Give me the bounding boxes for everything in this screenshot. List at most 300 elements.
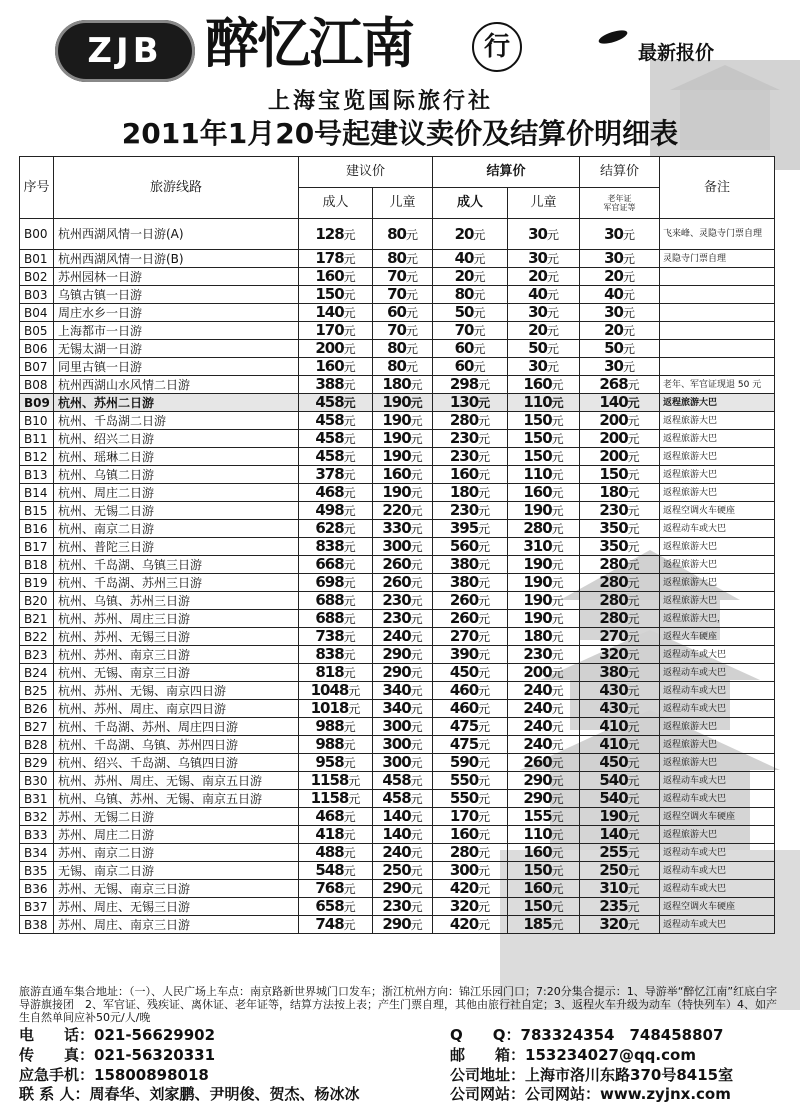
header — [0, 0, 800, 150]
row-price-pc: 240元 — [508, 736, 580, 754]
price-table — [19, 156, 775, 934]
row-price-sc: 290元 — [373, 916, 433, 934]
row-remark: 返程旅游大巴 — [660, 484, 775, 502]
row-price-pc: 200元 — [508, 664, 580, 682]
row-price-pc: 150元 — [508, 862, 580, 880]
row-price-pc: 30元 — [508, 219, 580, 250]
table-row — [20, 844, 775, 862]
row-price-po: 350元 — [580, 520, 660, 538]
header-child: 儿童 — [373, 188, 433, 219]
row-price-pa: 300元 — [433, 862, 508, 880]
row-route: 苏州、周庄、无锡三日游 — [54, 898, 299, 916]
row-price-pa: 550元 — [433, 772, 508, 790]
row-price-sa: 418元 — [299, 826, 373, 844]
row-price-pa: 475元 — [433, 718, 508, 736]
row-price-sa: 838元 — [299, 538, 373, 556]
row-price-pa: 380元 — [433, 574, 508, 592]
row-price-po: 20元 — [580, 322, 660, 340]
row-code: B21 — [20, 610, 54, 628]
row-route: 杭州西湖风情一日游(B) — [54, 250, 299, 268]
row-price-pa: 170元 — [433, 808, 508, 826]
row-price-sa: 468元 — [299, 808, 373, 826]
logo: ZJB — [55, 20, 195, 82]
row-price-pa: 298元 — [433, 376, 508, 394]
row-code: B07 — [20, 358, 54, 376]
row-remark: 返程旅游大巴， — [660, 610, 775, 628]
contact-qq: Q Q：783324354 748458807 — [450, 1026, 724, 1044]
table-row — [20, 916, 775, 934]
row-remark: 飞来峰、灵隐寺门票自理 — [660, 219, 775, 250]
row-price-sa: 388元 — [299, 376, 373, 394]
row-code: B19 — [20, 574, 54, 592]
row-price-sc: 340元 — [373, 682, 433, 700]
contact-people: 联 系 人：周春华、刘家鹏、尹明俊、贺杰、杨冰冰 — [19, 1085, 360, 1103]
header-settlement-price-2: 结算价 — [580, 157, 660, 188]
page-title: 2011年1月20号起建议卖价及结算价明细表 — [121, 117, 679, 150]
row-price-pa: 60元 — [433, 340, 508, 358]
table-row — [20, 718, 775, 736]
row-price-sa: 498元 — [299, 502, 373, 520]
row-price-sc: 220元 — [373, 502, 433, 520]
row-code: B17 — [20, 538, 54, 556]
row-price-pc: 290元 — [508, 790, 580, 808]
table-row — [20, 322, 775, 340]
row-route: 杭州、乌镇二日游 — [54, 466, 299, 484]
row-price-sc: 458元 — [373, 790, 433, 808]
row-price-sa: 170元 — [299, 322, 373, 340]
row-price-po: 280元 — [580, 574, 660, 592]
row-code: B09 — [20, 394, 54, 412]
row-price-po: 30元 — [580, 219, 660, 250]
row-code: B25 — [20, 682, 54, 700]
row-price-po: 450元 — [580, 754, 660, 772]
row-price-po: 270元 — [580, 628, 660, 646]
row-price-sc: 290元 — [373, 664, 433, 682]
row-code: B16 — [20, 520, 54, 538]
header-child-settlement: 儿童 — [508, 188, 580, 219]
row-price-sa: 658元 — [299, 898, 373, 916]
row-price-sc: 160元 — [373, 466, 433, 484]
row-route: 乌镇古镇一日游 — [54, 286, 299, 304]
row-price-po: 40元 — [580, 286, 660, 304]
row-price-pc: 160元 — [508, 484, 580, 502]
row-code: B37 — [20, 898, 54, 916]
row-remark: 返程旅游大巴 — [660, 826, 775, 844]
row-remark: 返程旅游大巴 — [660, 412, 775, 430]
row-price-pc: 155元 — [508, 808, 580, 826]
row-price-pc: 20元 — [508, 268, 580, 286]
row-price-pa: 160元 — [433, 466, 508, 484]
table-row — [20, 286, 775, 304]
row-route: 苏州园林一日游 — [54, 268, 299, 286]
row-price-pa: 420元 — [433, 880, 508, 898]
row-route: 杭州、千岛湖、乌镇三日游 — [54, 556, 299, 574]
company-name: 上海宝览国际旅行社 — [268, 89, 494, 114]
row-remark: 返程动车或大巴 — [660, 844, 775, 862]
row-price-pc: 190元 — [508, 502, 580, 520]
row-price-sc: 80元 — [373, 219, 433, 250]
row-price-sc: 140元 — [373, 826, 433, 844]
row-price-pc: 40元 — [508, 286, 580, 304]
row-route: 周庄水乡一日游 — [54, 304, 299, 322]
row-price-pa: 280元 — [433, 844, 508, 862]
row-price-sa: 160元 — [299, 358, 373, 376]
table-row — [20, 700, 775, 718]
row-price-po: 180元 — [580, 484, 660, 502]
row-price-pc: 110元 — [508, 394, 580, 412]
row-price-po: 268元 — [580, 376, 660, 394]
row-price-sc: 190元 — [373, 412, 433, 430]
row-price-po: 255元 — [580, 844, 660, 862]
row-remark: 返程动车或大巴 — [660, 880, 775, 898]
table-row — [20, 826, 775, 844]
row-remark: 返程旅游大巴 — [660, 556, 775, 574]
row-price-sa: 1158元 — [299, 790, 373, 808]
row-price-pc: 150元 — [508, 448, 580, 466]
row-remark — [660, 304, 775, 322]
row-price-pa: 260元 — [433, 592, 508, 610]
row-price-sa: 200元 — [299, 340, 373, 358]
row-code: B33 — [20, 826, 54, 844]
row-price-pa: 550元 — [433, 790, 508, 808]
row-price-po: 310元 — [580, 880, 660, 898]
row-price-sa: 458元 — [299, 430, 373, 448]
row-price-pa: 560元 — [433, 538, 508, 556]
row-price-sc: 240元 — [373, 844, 433, 862]
row-remark: 返程旅游大巴 — [660, 538, 775, 556]
row-remark: 返程动车或大巴 — [660, 682, 775, 700]
row-code: B03 — [20, 286, 54, 304]
row-price-sa: 178元 — [299, 250, 373, 268]
table-row — [20, 790, 775, 808]
row-price-pc: 50元 — [508, 340, 580, 358]
row-price-pa: 230元 — [433, 502, 508, 520]
table-row — [20, 484, 775, 502]
row-remark: 返程动车或大巴 — [660, 664, 775, 682]
row-remark: 返程旅游大巴 — [660, 592, 775, 610]
row-price-sa: 688元 — [299, 592, 373, 610]
row-price-po: 320元 — [580, 646, 660, 664]
row-code: B30 — [20, 772, 54, 790]
row-price-sa: 768元 — [299, 880, 373, 898]
row-price-pa: 320元 — [433, 898, 508, 916]
table-row — [20, 448, 775, 466]
row-price-pa: 590元 — [433, 754, 508, 772]
row-price-pa: 70元 — [433, 322, 508, 340]
row-price-pc: 260元 — [508, 754, 580, 772]
row-price-po: 20元 — [580, 268, 660, 286]
table-row — [20, 268, 775, 286]
table-row — [20, 862, 775, 880]
row-price-po: 30元 — [580, 250, 660, 268]
table-row — [20, 340, 775, 358]
table-row — [20, 502, 775, 520]
row-price-pa: 280元 — [433, 412, 508, 430]
row-route: 杭州、苏州、南京三日游 — [54, 646, 299, 664]
row-remark: 老年、军官证现退 50 元 — [660, 376, 775, 394]
row-price-pc: 230元 — [508, 646, 580, 664]
row-price-pa: 460元 — [433, 700, 508, 718]
row-code: B36 — [20, 880, 54, 898]
row-remark: 返程空调火车硬座 — [660, 808, 775, 826]
row-price-pa: 420元 — [433, 916, 508, 934]
table-row — [20, 664, 775, 682]
row-price-po: 430元 — [580, 700, 660, 718]
row-remark — [660, 340, 775, 358]
brand-name: 醉忆江南 — [205, 11, 413, 75]
row-code: B35 — [20, 862, 54, 880]
brand-seal: 行 — [472, 22, 522, 72]
row-remark: 返程动车或大巴 — [660, 700, 775, 718]
table-row — [20, 556, 775, 574]
table-row — [20, 394, 775, 412]
row-price-pa: 160元 — [433, 826, 508, 844]
row-code: B38 — [20, 916, 54, 934]
row-price-po: 540元 — [580, 790, 660, 808]
row-price-pa: 180元 — [433, 484, 508, 502]
row-remark: 返程动车或大巴 — [660, 520, 775, 538]
row-code: B02 — [20, 268, 54, 286]
row-price-sc: 250元 — [373, 862, 433, 880]
row-price-sc: 80元 — [373, 358, 433, 376]
row-price-po: 410元 — [580, 736, 660, 754]
row-code: B14 — [20, 484, 54, 502]
row-price-po: 320元 — [580, 916, 660, 934]
table-row — [20, 304, 775, 322]
row-route: 杭州、苏州、周庄、无锡、南京五日游 — [54, 772, 299, 790]
row-code: B15 — [20, 502, 54, 520]
row-price-po: 280元 — [580, 592, 660, 610]
row-price-po: 280元 — [580, 610, 660, 628]
row-remark: 返程空调火车硬座 — [660, 502, 775, 520]
row-price-sc: 300元 — [373, 718, 433, 736]
row-price-sc: 300元 — [373, 736, 433, 754]
row-price-pc: 190元 — [508, 574, 580, 592]
row-route: 杭州西湖山水风情二日游 — [54, 376, 299, 394]
header-adult-settlement: 成人 — [433, 188, 508, 219]
row-price-sa: 668元 — [299, 556, 373, 574]
row-price-sc: 290元 — [373, 646, 433, 664]
row-code: B13 — [20, 466, 54, 484]
row-route: 杭州、周庄二日游 — [54, 484, 299, 502]
row-price-sc: 80元 — [373, 340, 433, 358]
row-price-pa: 260元 — [433, 610, 508, 628]
row-price-sc: 300元 — [373, 754, 433, 772]
row-route: 杭州、苏州、无锡三日游 — [54, 628, 299, 646]
row-code: B24 — [20, 664, 54, 682]
row-price-pa: 20元 — [433, 219, 508, 250]
row-price-sa: 458元 — [299, 448, 373, 466]
row-route: 杭州、苏州、无锡、南京四日游 — [54, 682, 299, 700]
row-route: 杭州、绍兴二日游 — [54, 430, 299, 448]
row-price-sa: 988元 — [299, 718, 373, 736]
row-remark: 返程动车或大巴 — [660, 790, 775, 808]
row-route: 无锡、南京二日游 — [54, 862, 299, 880]
row-remark: 返程旅游大巴 — [660, 466, 775, 484]
table-row — [20, 736, 775, 754]
table-row — [20, 592, 775, 610]
row-price-sc: 80元 — [373, 250, 433, 268]
row-route: 杭州、无锡二日游 — [54, 502, 299, 520]
row-route: 苏州、周庄二日游 — [54, 826, 299, 844]
row-code: B20 — [20, 592, 54, 610]
row-code: B22 — [20, 628, 54, 646]
row-price-sa: 818元 — [299, 664, 373, 682]
row-price-po: 190元 — [580, 808, 660, 826]
row-price-sc: 230元 — [373, 898, 433, 916]
row-price-sc: 340元 — [373, 700, 433, 718]
row-price-pc: 160元 — [508, 844, 580, 862]
row-price-sa: 548元 — [299, 862, 373, 880]
header-settlement-price: 结算价 — [433, 157, 580, 188]
row-price-sc: 190元 — [373, 448, 433, 466]
row-route: 杭州、千岛湖二日游 — [54, 412, 299, 430]
contact-fax: 传 真：021-56320331 — [19, 1046, 216, 1064]
row-remark: 返程旅游大巴 — [660, 754, 775, 772]
row-price-pc: 30元 — [508, 358, 580, 376]
row-price-sc: 180元 — [373, 376, 433, 394]
row-code: B31 — [20, 790, 54, 808]
row-route: 杭州、无锡、南京三日游 — [54, 664, 299, 682]
row-price-pa: 270元 — [433, 628, 508, 646]
table-row — [20, 808, 775, 826]
table-row — [20, 574, 775, 592]
row-price-sa: 1048元 — [299, 682, 373, 700]
row-price-pc: 185元 — [508, 916, 580, 934]
row-remark: 返程动车或大巴 — [660, 772, 775, 790]
row-price-sc: 60元 — [373, 304, 433, 322]
row-code: B29 — [20, 754, 54, 772]
row-price-sc: 190元 — [373, 394, 433, 412]
table-row — [20, 880, 775, 898]
row-price-sa: 988元 — [299, 736, 373, 754]
row-code: B11 — [20, 430, 54, 448]
row-price-pa: 230元 — [433, 448, 508, 466]
row-route: 无锡太湖一日游 — [54, 340, 299, 358]
row-price-pa: 395元 — [433, 520, 508, 538]
table-row — [20, 466, 775, 484]
row-remark — [660, 358, 775, 376]
row-price-pa: 475元 — [433, 736, 508, 754]
row-route: 杭州、千岛湖、苏州三日游 — [54, 574, 299, 592]
row-price-sc: 300元 — [373, 538, 433, 556]
row-route: 杭州、乌镇、苏州三日游 — [54, 592, 299, 610]
row-price-pa: 130元 — [433, 394, 508, 412]
row-price-sc: 240元 — [373, 628, 433, 646]
row-price-pc: 280元 — [508, 520, 580, 538]
row-price-sa: 160元 — [299, 268, 373, 286]
row-price-sa: 150元 — [299, 286, 373, 304]
row-price-sc: 70元 — [373, 322, 433, 340]
row-code: B26 — [20, 700, 54, 718]
row-price-sa: 378元 — [299, 466, 373, 484]
row-price-sa: 628元 — [299, 520, 373, 538]
row-route: 上海都市一日游 — [54, 322, 299, 340]
row-route: 苏州、无锡二日游 — [54, 808, 299, 826]
contact-phone: 电 话：021-56629902 — [19, 1026, 216, 1044]
row-price-po: 30元 — [580, 304, 660, 322]
row-price-sc: 140元 — [373, 808, 433, 826]
row-remark: 返程火车硬座 — [660, 628, 775, 646]
header-remark: 备注 — [660, 157, 775, 219]
row-code: B06 — [20, 340, 54, 358]
row-price-po: 200元 — [580, 430, 660, 448]
row-price-pa: 450元 — [433, 664, 508, 682]
row-price-pc: 30元 — [508, 250, 580, 268]
row-price-pc: 150元 — [508, 412, 580, 430]
contact-mobile: 应急手机：15800898018 — [19, 1066, 209, 1084]
row-price-pc: 150元 — [508, 898, 580, 916]
row-price-pa: 50元 — [433, 304, 508, 322]
row-code: B27 — [20, 718, 54, 736]
row-price-sc: 190元 — [373, 430, 433, 448]
row-price-sa: 1158元 — [299, 772, 373, 790]
row-code: B34 — [20, 844, 54, 862]
row-route: 杭州、苏州、周庄三日游 — [54, 610, 299, 628]
row-price-po: 430元 — [580, 682, 660, 700]
row-price-sa: 748元 — [299, 916, 373, 934]
table-row — [20, 754, 775, 772]
row-route: 同里古镇一日游 — [54, 358, 299, 376]
row-price-pc: 240元 — [508, 718, 580, 736]
row-price-po: 380元 — [580, 664, 660, 682]
row-route: 杭州、南京二日游 — [54, 520, 299, 538]
row-code: B28 — [20, 736, 54, 754]
row-price-sc: 330元 — [373, 520, 433, 538]
row-price-pc: 160元 — [508, 376, 580, 394]
row-price-sa: 958元 — [299, 754, 373, 772]
row-code: B32 — [20, 808, 54, 826]
row-price-po: 250元 — [580, 862, 660, 880]
row-remark: 返程旅游大巴 — [660, 430, 775, 448]
table-row — [20, 538, 775, 556]
row-route: 苏州、周庄、南京三日游 — [54, 916, 299, 934]
row-price-pc: 160元 — [508, 880, 580, 898]
row-price-pc: 310元 — [508, 538, 580, 556]
table-row — [20, 520, 775, 538]
row-price-sc: 70元 — [373, 286, 433, 304]
row-price-sc: 260元 — [373, 574, 433, 592]
row-price-sa: 698元 — [299, 574, 373, 592]
row-code: B00 — [20, 219, 54, 250]
table-row — [20, 219, 775, 250]
row-route: 杭州、乌镇、苏州、无锡、南京五日游 — [54, 790, 299, 808]
row-price-pa: 390元 — [433, 646, 508, 664]
row-price-pc: 190元 — [508, 610, 580, 628]
table-row — [20, 772, 775, 790]
row-code: B10 — [20, 412, 54, 430]
row-price-sa: 838元 — [299, 646, 373, 664]
table-row — [20, 610, 775, 628]
row-route: 杭州、千岛湖、苏州、周庄四日游 — [54, 718, 299, 736]
row-price-po: 150元 — [580, 466, 660, 484]
table-row — [20, 412, 775, 430]
table-row — [20, 250, 775, 268]
row-price-sa: 688元 — [299, 610, 373, 628]
row-price-sa: 488元 — [299, 844, 373, 862]
row-price-po: 540元 — [580, 772, 660, 790]
row-price-pc: 240元 — [508, 682, 580, 700]
contact-email: 邮 箱：153234027@qq.com — [450, 1046, 696, 1064]
table-row — [20, 430, 775, 448]
row-price-po: 410元 — [580, 718, 660, 736]
row-price-pa: 230元 — [433, 430, 508, 448]
row-route: 苏州、无锡、南京三日游 — [54, 880, 299, 898]
row-price-po: 235元 — [580, 898, 660, 916]
row-remark: 返程旅游大巴 — [660, 574, 775, 592]
row-route: 杭州、苏州、周庄、南京四日游 — [54, 700, 299, 718]
row-remark: 灵隐寺门票自理 — [660, 250, 775, 268]
